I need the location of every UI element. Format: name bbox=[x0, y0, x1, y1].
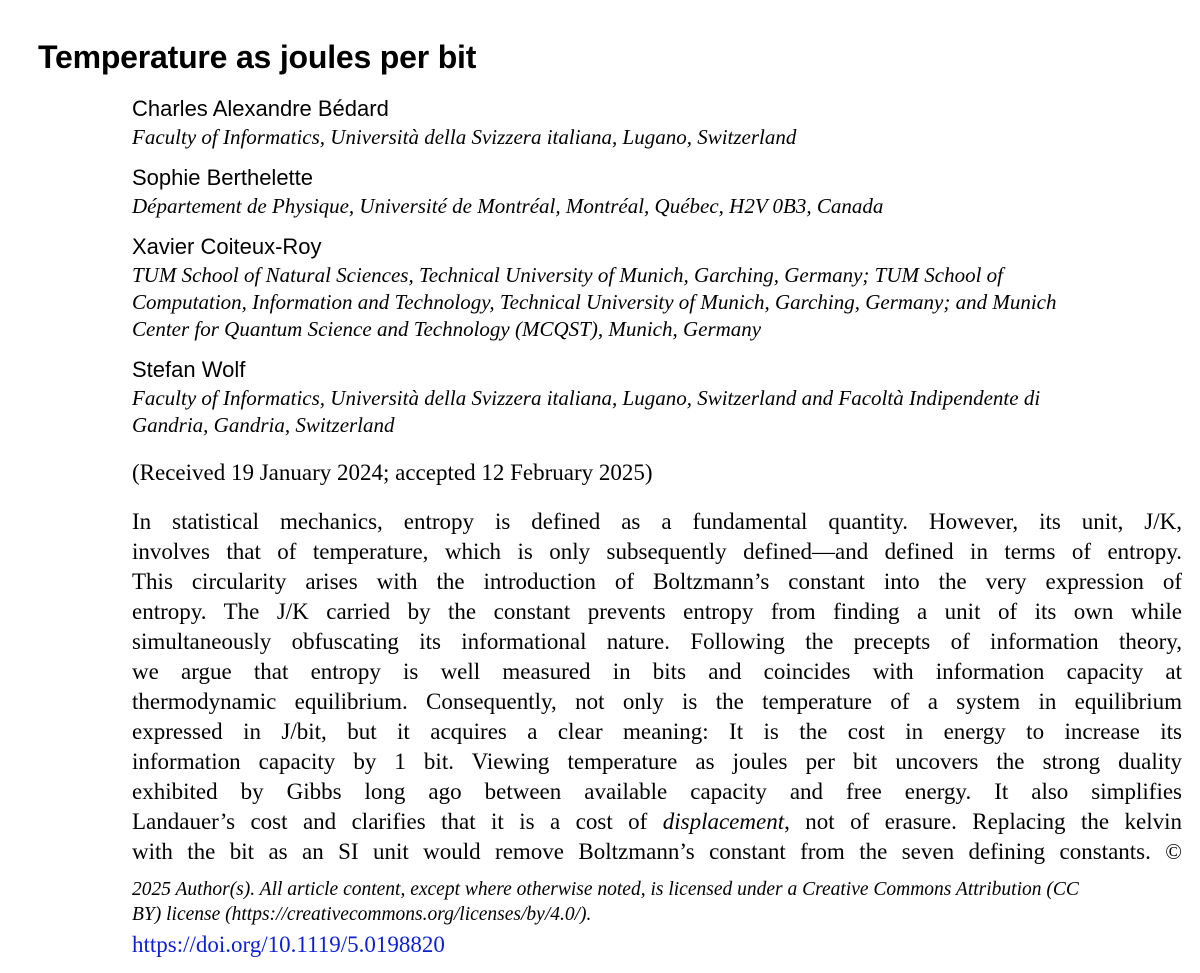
abstract-line: This circularity arises with the introduction of Boltzmann’s constant into the very expression of bbox=[132, 569, 1182, 594]
doi-link[interactable]: https://doi.org/10.1119/5.0198820 bbox=[132, 932, 445, 957]
author-name: Stefan Wolf bbox=[132, 357, 246, 382]
author-name: Sophie Berthelette bbox=[132, 165, 314, 190]
abstract-line: thermodynamic equilibrium. Consequently, not only is the temperature of a system in equilibrium bbox=[132, 689, 1182, 714]
abstract-text: Landauer’s cost and clarifies that it is a cost of bbox=[132, 809, 663, 834]
author-entry bbox=[132, 232, 1192, 343]
abstract-line: entropy. The J/K carried by the constant prevents entropy from finding a unit of its own while bbox=[132, 599, 1182, 624]
author-affiliation bbox=[132, 193, 1192, 220]
affiliation-line: Faculty of Informatics, Università della Svizzera italiana, Lugano, Switzerland and Facoltà Indipendente di bbox=[132, 386, 1041, 410]
received-dates: (Received 19 January 2024; accepted 12 February 2025) bbox=[132, 460, 653, 485]
abstract-line: we argue that entropy is well measured in bits and coincides with information capacity at bbox=[132, 659, 1182, 684]
abstract-line: involves that of temperature, which is only subsequently defined—and defined in terms of entropy. bbox=[132, 539, 1182, 564]
abstract bbox=[132, 507, 1182, 867]
author-entry bbox=[132, 163, 1192, 220]
abstract-line: information capacity by 1 bit. Viewing temperature as joules per bit uncovers the strong duality bbox=[132, 749, 1182, 774]
author-name: Xavier Coiteux-Roy bbox=[132, 234, 322, 259]
abstract-line: simultaneously obfuscating its informational nature. Following the precepts of information theory, bbox=[132, 629, 1182, 654]
author-entry bbox=[132, 355, 1192, 439]
affiliation-line: Computation, Information and Technology, Technical University of Munich, Garching, Germany; and Munich bbox=[132, 290, 1057, 314]
license-line: 2025 Author(s). All article content, except where otherwise noted, is licensed under a Creative Commons Attribution (CC bbox=[132, 879, 1079, 900]
license-notice bbox=[132, 877, 1182, 927]
abstract-line: expressed in J/bit, but it acquires a clear meaning: It is the cost in energy to increase its bbox=[132, 719, 1182, 744]
abstract-line bbox=[132, 837, 1182, 867]
abstract-line: In statistical mechanics, entropy is defined as a fundamental quantity. However, its unit, J/K, bbox=[132, 509, 1182, 534]
abstract-emphasis: displacement bbox=[662, 809, 785, 834]
author-affiliation bbox=[132, 385, 1192, 439]
affiliation-line: Faculty of Informatics, Università della Svizzera italiana, Lugano, Switzerland bbox=[132, 125, 797, 149]
abstract-text: , not of erasure. Replacing the kelvin bbox=[784, 809, 1182, 834]
affiliation-line: Département de Physique, Université de Montréal, Montréal, Québec, H2V 0B3, Canada bbox=[132, 194, 884, 218]
paper-title: Temperature as joules per bit bbox=[38, 39, 477, 75]
copyright-symbol: © bbox=[1165, 839, 1182, 864]
abstract-text: with the bit as an SI unit would remove Boltzmann’s constant from the seven defining constants. bbox=[132, 839, 1151, 864]
abstract-line: exhibited by Gibbs long ago between available capacity and free energy. It also simplifies bbox=[132, 779, 1182, 804]
affiliation-line: TUM School of Natural Sciences, Technical University of Munich, Garching, Germany; TUM School of bbox=[132, 263, 1003, 287]
affiliation-line: Center for Quantum Science and Technology (MCQST), Munich, Germany bbox=[132, 317, 762, 341]
license-line: BY) license (https://creativecommons.org/licenses/by/4.0/). bbox=[132, 904, 592, 925]
affiliation-line: Gandria, Gandria, Switzerland bbox=[132, 413, 395, 437]
author-entry bbox=[132, 94, 1192, 151]
author-list bbox=[132, 94, 1192, 451]
abstract-line bbox=[132, 807, 1182, 837]
author-affiliation bbox=[132, 262, 1192, 343]
author-name: Charles Alexandre Bédard bbox=[132, 96, 389, 121]
author-affiliation bbox=[132, 124, 1192, 151]
